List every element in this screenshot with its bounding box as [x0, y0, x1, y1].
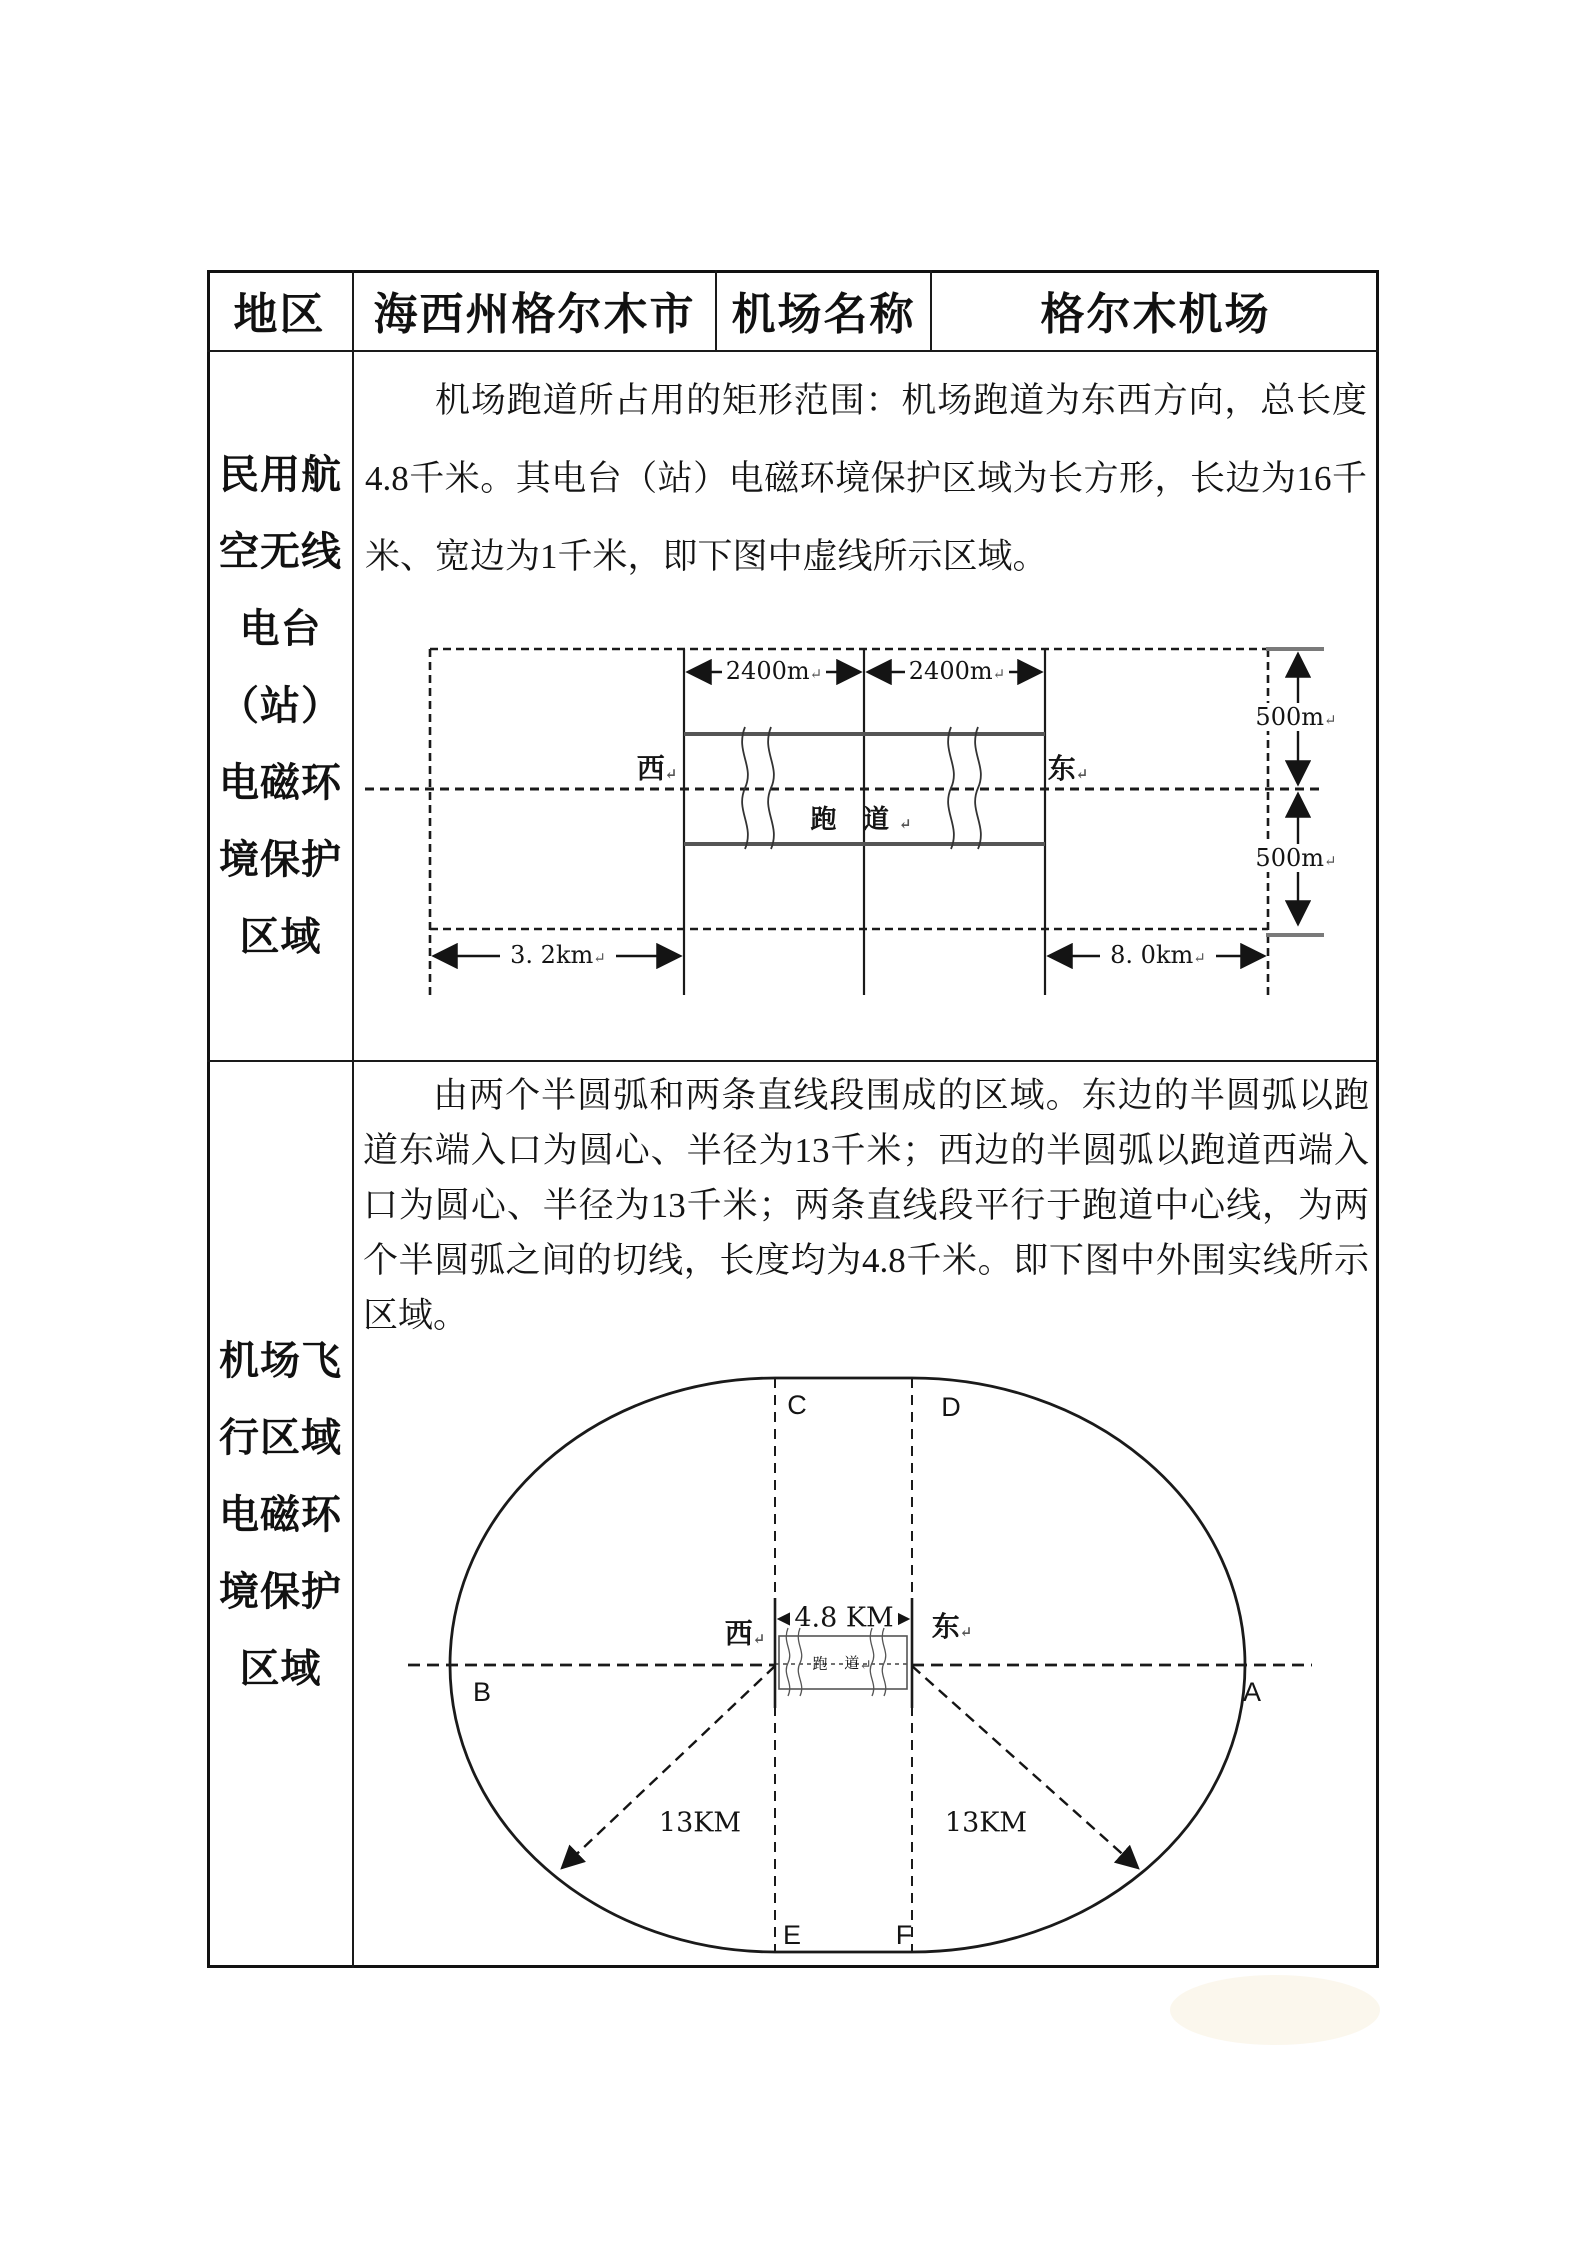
row1-label-line: 电台: [239, 606, 322, 651]
header-region-label: 地区: [233, 290, 326, 339]
row2-label-line: 境保护: [219, 1569, 342, 1614]
row1-label-line: 境保护: [219, 837, 342, 882]
dim-4-8km: 4.8 KM: [794, 1602, 894, 1634]
row2-label-line: 区域: [239, 1646, 322, 1691]
point-c-label: C: [787, 1390, 807, 1421]
point-b-label: B: [472, 1677, 492, 1708]
row1-label-line: 区域: [239, 914, 322, 959]
runway-protection-diagram: [352, 595, 1379, 1055]
scan-artifact: [1170, 1975, 1380, 2045]
east-label: 东↵: [1047, 754, 1089, 786]
row1-paragraph: 机场跑道所占用的矩形范围：机场跑道为东西方向，总长度4.8千米。其电台（站）电磁环境保护区域为长方形，长边为16千米、宽边为1千米，即下图中虚线所示区域。: [365, 381, 1367, 576]
table-divider-row-1: [207, 1060, 1379, 1062]
dim-8-0km: 8. 0km↵: [1110, 940, 1206, 969]
runway-label-char1: 跑: [812, 1656, 828, 1673]
table-divider-row-header: [207, 350, 1379, 352]
point-d-label: D: [941, 1392, 961, 1423]
dim-2400m-west: 2400m↵: [725, 656, 823, 685]
row1-label-line: 空无线: [219, 529, 342, 574]
row2-label-line: 电磁环: [219, 1492, 342, 1537]
row2-paragraph: 由两个半圆弧和两条直线段围成的区域。东边的半圆弧以跑道东端入口为圆心、半径为13千米；西边的半圆弧以跑道西端入口为圆心、半径为13千米；两条直线段平行于跑道中心线，为两个半圆弧之间的切线，长度均为4.8千米。即下图中外围实线所示区域。: [363, 1076, 1369, 1335]
flight-area-diagram: [352, 1340, 1379, 1965]
point-a-label: A: [1242, 1677, 1262, 1708]
west-label: 西↵: [724, 1619, 766, 1651]
point-e-label: E: [782, 1920, 802, 1951]
row1-label-line: 民用航: [219, 452, 342, 497]
radius-13km-west: 13KM: [658, 1807, 742, 1839]
header-region-value: 海西州格尔木市: [373, 290, 696, 339]
dim-3-2km: 3. 2km↵: [510, 940, 606, 969]
row1-label-line: （站）: [219, 683, 342, 728]
runway-box: [779, 1636, 907, 1689]
row2-label-line: 行区域: [219, 1415, 342, 1460]
east-label: 东↵: [931, 1612, 973, 1644]
west-label: 西↵: [636, 754, 678, 786]
runway-label: 跑 道↵: [810, 804, 922, 834]
header-airport-value: 格尔木机场: [1040, 290, 1271, 339]
dim-2400m-east: 2400m↵: [908, 656, 1006, 685]
header-airport-label: 机场名称: [731, 290, 916, 339]
point-f-label: F: [895, 1920, 913, 1951]
row2-label: [209, 1322, 352, 1707]
row1-label-line: 电磁环: [219, 760, 342, 805]
dim-500m-lower: 500m↵: [1255, 843, 1337, 872]
row2-label-line: 机场飞: [219, 1338, 342, 1383]
dim-500m-upper: 500m↵: [1255, 702, 1337, 731]
row1-label: [209, 436, 352, 975]
radius-13km-east: 13KM: [944, 1807, 1028, 1839]
runway-label-char2: 道↵: [844, 1656, 872, 1675]
